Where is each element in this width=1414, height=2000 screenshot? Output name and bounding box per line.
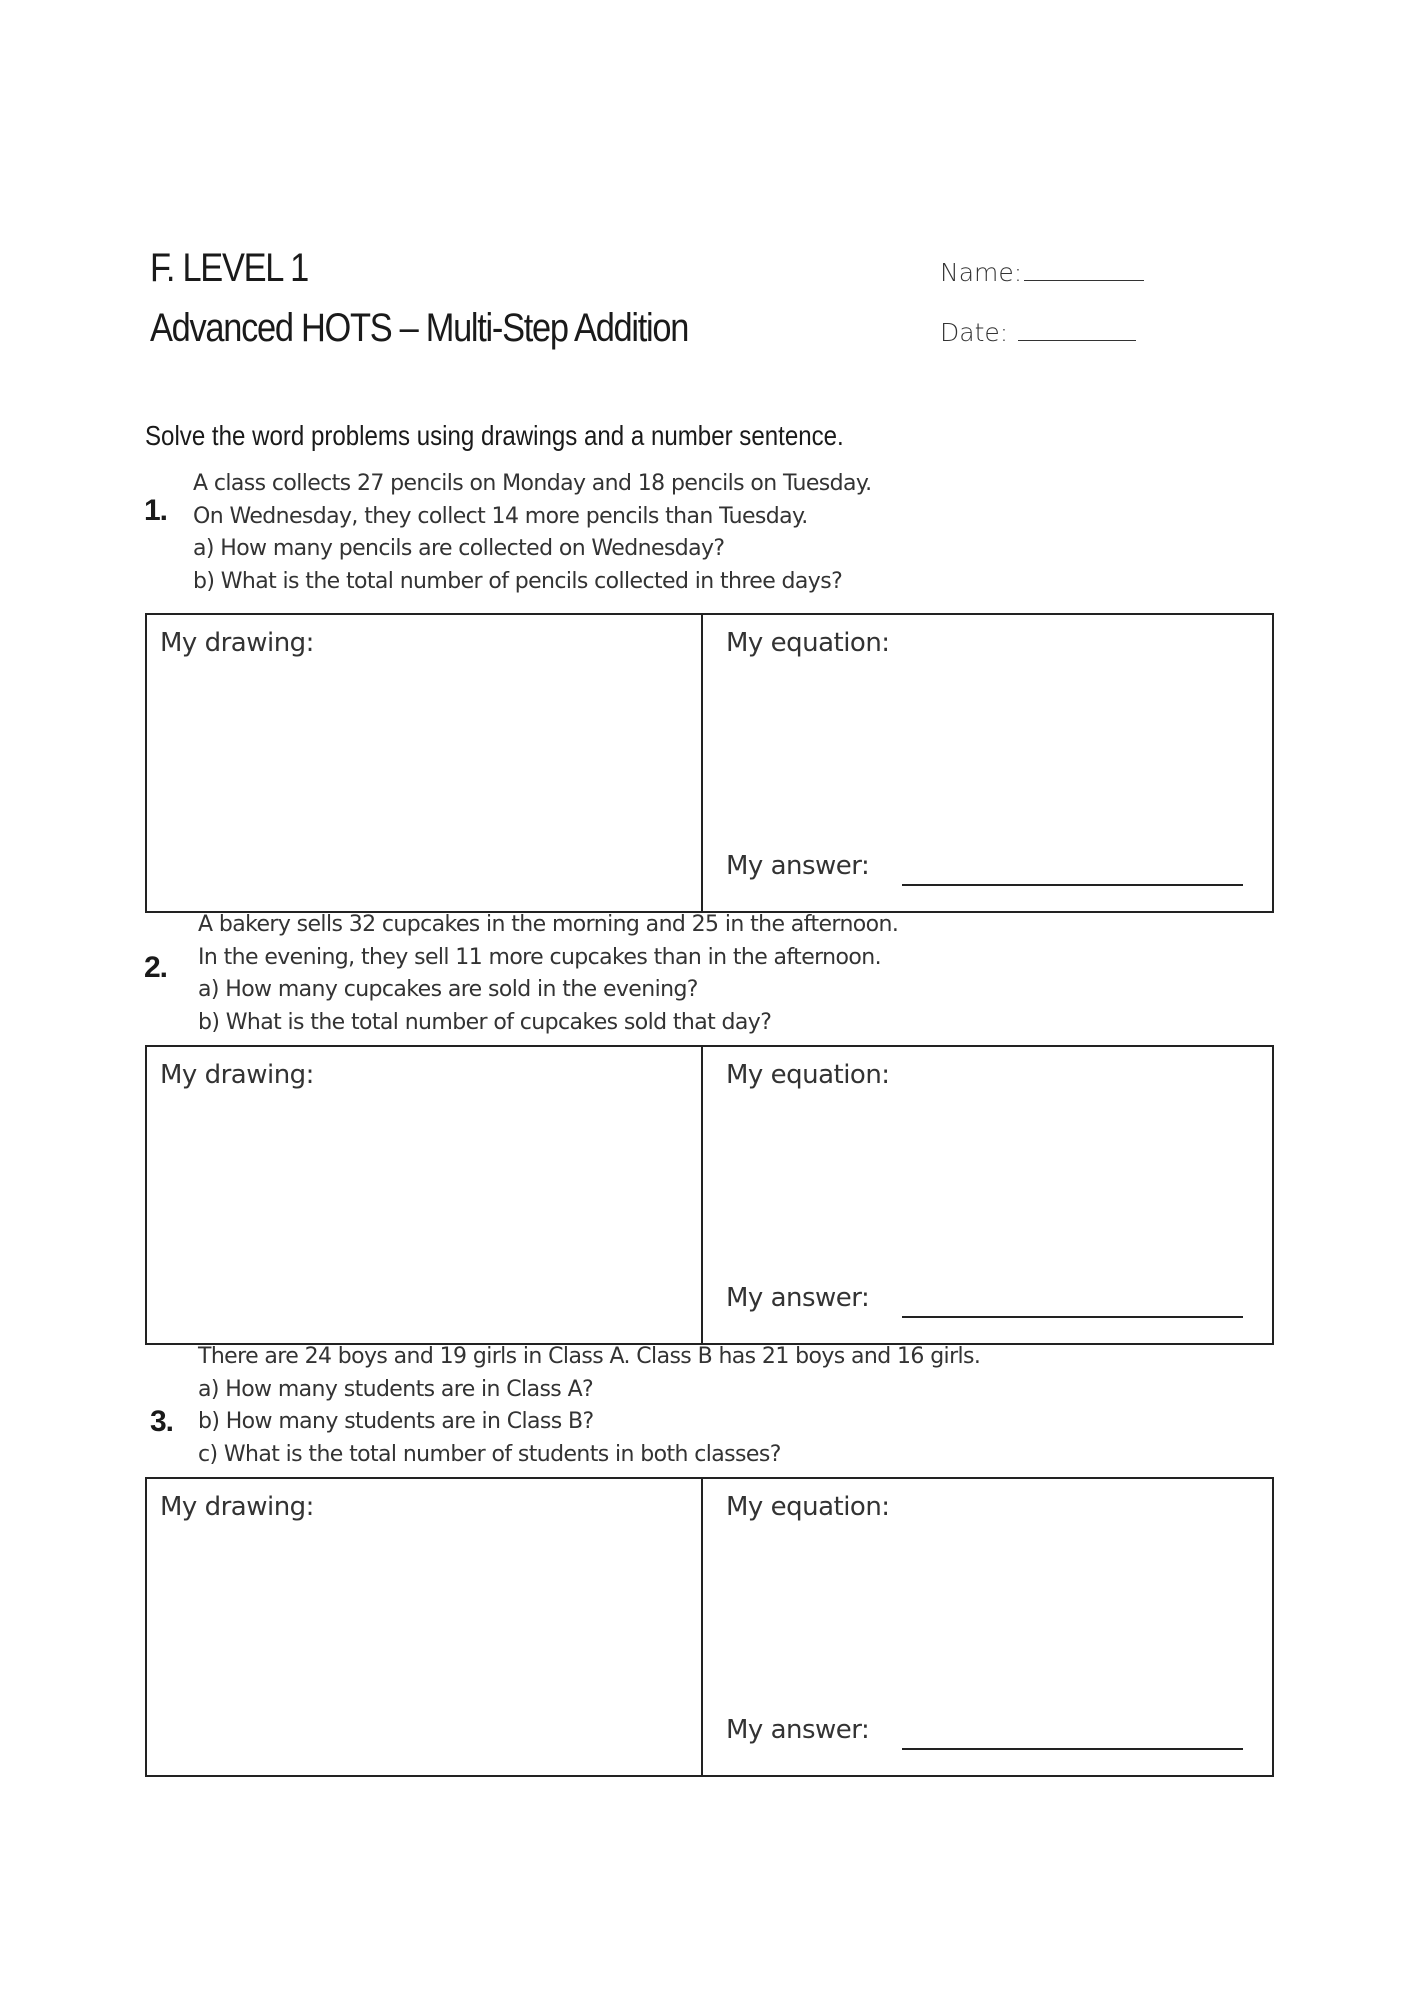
name-label: Name: xyxy=(940,258,1023,287)
question-2-drawing-area[interactable] xyxy=(147,1097,699,1343)
question-1-line: b) What is the total number of pencils collected in three days? xyxy=(193,568,843,594)
question-1-answer-line[interactable] xyxy=(902,884,1243,886)
question-2-line: b) What is the total number of cupcakes sold that day? xyxy=(198,1009,772,1035)
name-field[interactable] xyxy=(940,258,1144,287)
question-1-equation-area[interactable] xyxy=(705,665,1272,835)
question-2-line: A bakery sells 32 cupcakes in the morning and 25 in the afternoon. xyxy=(198,912,899,937)
question-1-drawing-area[interactable] xyxy=(147,665,699,911)
question-1-answer-label: My answer: xyxy=(726,851,870,881)
question-2-divider xyxy=(701,1045,703,1345)
question-2-drawing-label: My drawing: xyxy=(160,1060,314,1090)
question-3-answer-line[interactable] xyxy=(902,1748,1243,1750)
question-2-equation-area[interactable] xyxy=(705,1097,1272,1267)
question-3-line: b) How many students are in Class B? xyxy=(198,1409,594,1434)
question-3-drawing-label: My drawing: xyxy=(160,1492,314,1522)
question-1-drawing-label: My drawing: xyxy=(160,628,314,658)
question-3-number: 3. xyxy=(150,1405,174,1438)
question-3-line: c) What is the total number of students in both classes? xyxy=(198,1441,781,1467)
level-title: F. LEVEL 1 xyxy=(150,246,308,290)
question-2-equation-label: My equation: xyxy=(726,1060,890,1090)
question-3-text xyxy=(198,1341,980,1471)
question-1-equation-label: My equation: xyxy=(726,628,890,658)
date-field[interactable] xyxy=(940,318,1136,347)
question-3-line: There are 24 boys and 19 girls in Class A. Class B has 21 boys and 16 girls. xyxy=(198,1344,981,1369)
question-3-drawing-area[interactable] xyxy=(147,1529,699,1775)
date-blank-line[interactable] xyxy=(1018,339,1136,341)
name-blank-line[interactable] xyxy=(1024,279,1144,281)
question-2-answer-line[interactable] xyxy=(902,1316,1243,1318)
question-1-divider xyxy=(701,613,703,913)
question-3-equation-label: My equation: xyxy=(726,1492,890,1522)
instructions: Solve the word problems using drawings and a number sentence. xyxy=(145,420,844,451)
question-1-line: On Wednesday, they collect 14 more pencils than Tuesday. xyxy=(193,503,808,529)
question-2-line: In the evening, they sell 11 more cupcakes than in the afternoon. xyxy=(198,944,881,970)
question-2-number: 2. xyxy=(144,951,168,984)
worksheet-title: Advanced HOTS – Multi-Step Addition xyxy=(150,306,689,350)
question-1-line: a) How many pencils are collected on Wednesday? xyxy=(193,536,725,561)
question-3-equation-area[interactable] xyxy=(705,1529,1272,1699)
date-label: Date: xyxy=(940,318,1009,347)
question-2-text xyxy=(198,909,898,1039)
question-1-line: A class collects 27 pencils on Monday and 18 pencils on Tuesday. xyxy=(193,471,872,496)
question-3-line: a) How many students are in Class A? xyxy=(198,1376,594,1402)
question-3-divider xyxy=(701,1477,703,1777)
question-1-number: 1. xyxy=(144,494,168,527)
question-2-line: a) How many cupcakes are sold in the evening? xyxy=(198,977,698,1002)
question-2-answer-label: My answer: xyxy=(726,1283,870,1313)
question-3-answer-label: My answer: xyxy=(726,1715,870,1745)
question-1-text xyxy=(193,468,872,598)
